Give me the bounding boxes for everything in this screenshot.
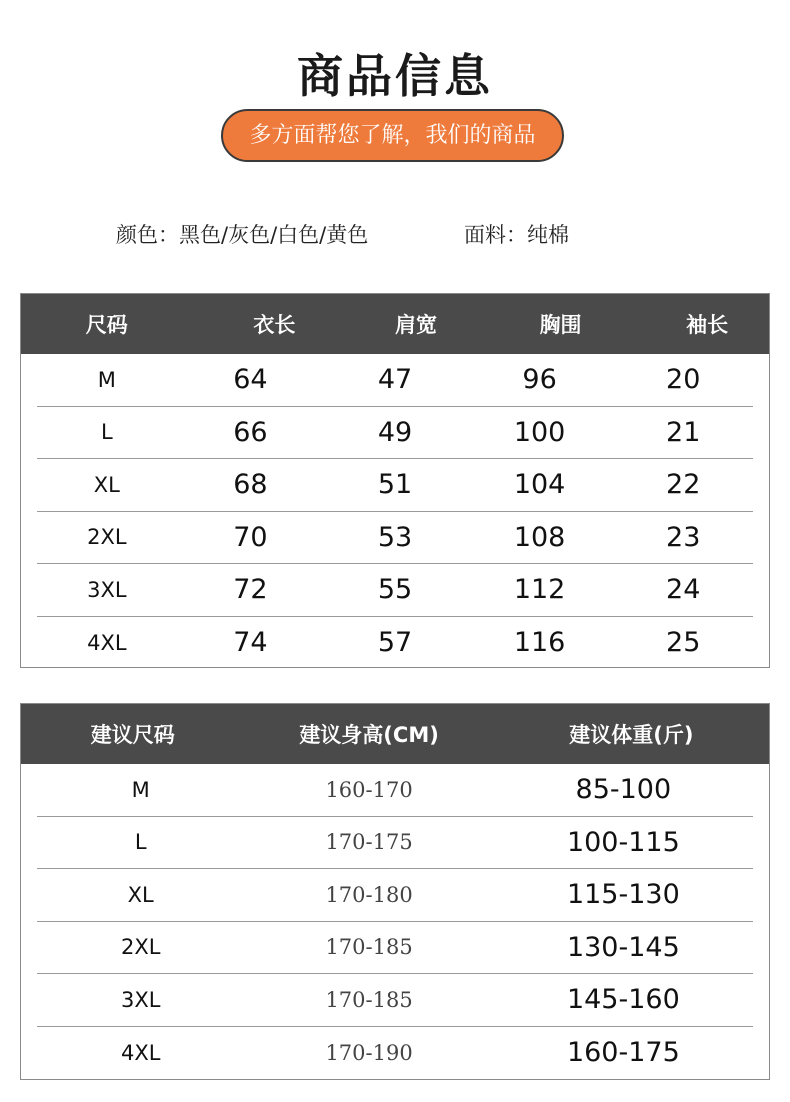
shoulder-cell: 53 <box>377 521 413 553</box>
recommendation-header <box>21 704 769 764</box>
sleeve-cell: 20 <box>666 364 701 396</box>
size-chart-header <box>21 294 769 354</box>
table-row <box>37 1027 753 1080</box>
table-row <box>37 974 753 1027</box>
header-length: 衣长 <box>253 313 296 337</box>
chest-cell: 112 <box>513 574 566 606</box>
shoulder-cell: 49 <box>377 416 413 448</box>
chest-cell: 108 <box>513 521 566 553</box>
size-cell: 2XL <box>87 525 127 550</box>
header-shoulder: 肩宽 <box>394 313 437 337</box>
shoulder-cell: 51 <box>377 469 413 501</box>
sleeve-cell: 25 <box>666 627 701 659</box>
table-row <box>37 817 753 870</box>
size-cell: XL <box>127 882 154 907</box>
size-cell: M <box>97 367 116 392</box>
size-cell: L <box>100 420 113 445</box>
size-cell: M <box>131 777 150 802</box>
chest-cell: 116 <box>513 627 566 659</box>
height-cell: 170-185 <box>325 987 413 1012</box>
shoulder-cell: 55 <box>377 574 413 606</box>
size-chart-table <box>20 293 770 668</box>
length-cell: 74 <box>233 627 268 659</box>
weight-cell: 100-115 <box>566 826 680 858</box>
size-cell: XL <box>93 472 120 497</box>
table-row <box>37 869 753 922</box>
subtitle-badge: 多方面帮您了解，我们的商品 <box>221 109 564 162</box>
height-cell: 170-180 <box>325 882 413 907</box>
height-cell: 160-170 <box>325 777 413 802</box>
table-row <box>37 512 753 565</box>
weight-cell: 145-160 <box>566 984 680 1016</box>
table-row <box>37 459 753 512</box>
chest-cell: 96 <box>522 364 557 396</box>
sleeve-cell: 22 <box>666 469 701 501</box>
page-title: 商品信息 <box>297 49 493 103</box>
header-chest: 胸围 <box>539 313 582 337</box>
size-cell: L <box>134 830 147 855</box>
length-cell: 66 <box>233 416 268 448</box>
height-cell: 170-185 <box>325 935 413 960</box>
header-recommended-size: 建议尺码 <box>90 723 175 747</box>
weight-cell: 160-175 <box>566 1037 680 1069</box>
sleeve-cell: 24 <box>666 574 701 606</box>
height-cell: 170-190 <box>325 1040 413 1065</box>
table-row <box>37 922 753 975</box>
sleeve-cell: 23 <box>666 521 701 553</box>
size-cell: 3XL <box>120 987 161 1012</box>
length-cell: 70 <box>233 521 268 553</box>
chest-cell: 104 <box>513 469 566 501</box>
header-recommended-weight: 建议体重(斤) <box>569 723 694 747</box>
table-row <box>37 617 753 670</box>
weight-cell: 85-100 <box>575 774 672 806</box>
header-size: 尺码 <box>85 313 128 337</box>
header-sleeve: 袖长 <box>686 313 729 337</box>
chest-cell: 100 <box>513 416 566 448</box>
size-cell: 3XL <box>87 577 127 602</box>
sleeve-cell: 21 <box>666 416 701 448</box>
height-cell: 170-175 <box>325 830 413 855</box>
header-recommended-height: 建议身高(CM) <box>299 723 439 747</box>
table-row <box>37 764 753 817</box>
size-cell: 2XL <box>120 935 161 960</box>
length-cell: 64 <box>233 364 268 396</box>
length-cell: 68 <box>233 469 268 501</box>
size-cell: 4XL <box>120 1040 161 1065</box>
length-cell: 72 <box>233 574 268 606</box>
table-row <box>37 564 753 617</box>
weight-cell: 130-145 <box>566 931 680 963</box>
fabric-info: 面料：纯棉 <box>464 223 569 247</box>
table-row <box>37 407 753 460</box>
size-cell: 4XL <box>87 630 127 655</box>
table-row <box>37 354 753 407</box>
color-info: 颜色：黑色/灰色/白色/黄色 <box>116 223 369 247</box>
weight-cell: 115-130 <box>566 879 680 911</box>
shoulder-cell: 57 <box>377 627 413 659</box>
shoulder-cell: 47 <box>377 364 413 396</box>
size-recommendation-table <box>20 703 770 1080</box>
